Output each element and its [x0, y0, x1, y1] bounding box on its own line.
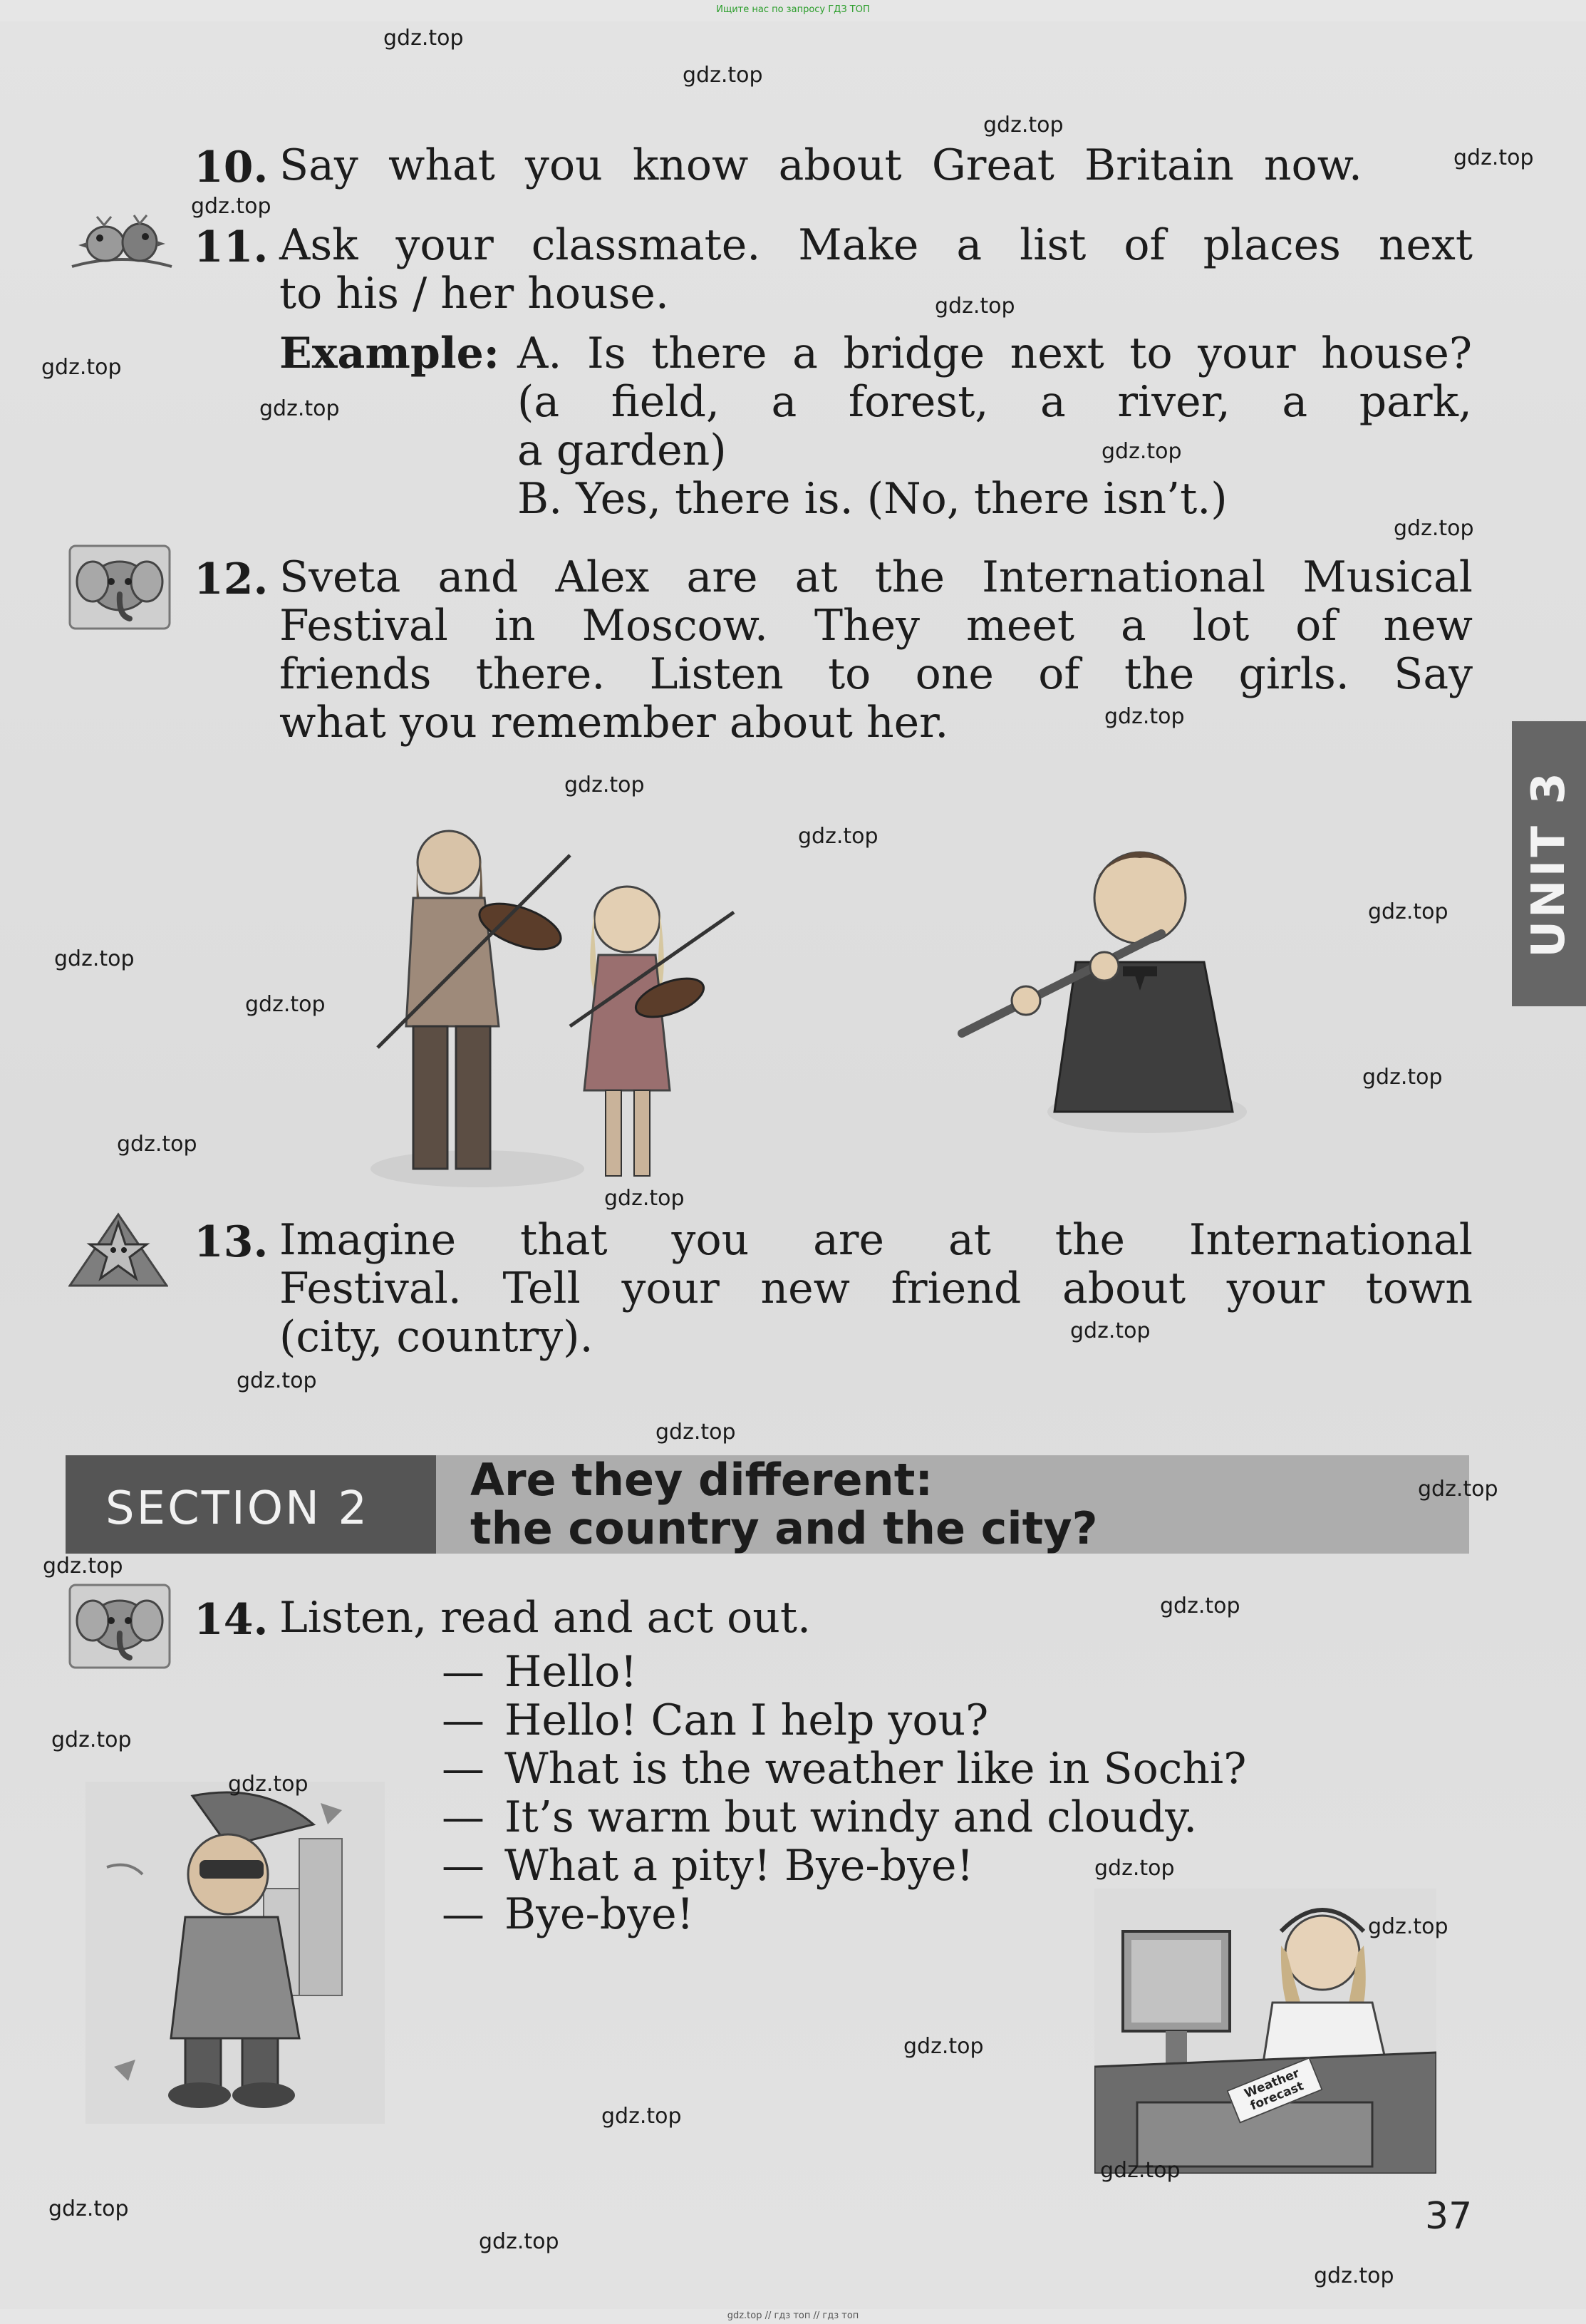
- watermark: gdz.top: [259, 396, 340, 421]
- watermark: gdz.top: [48, 2196, 129, 2221]
- watermark: gdz.top: [604, 1186, 685, 1211]
- elephant-icon: [68, 1584, 171, 1672]
- weather-forecast-sign: Weather forecast: [1226, 2057, 1323, 2124]
- watermark: gdz.top: [54, 946, 135, 971]
- dialog-line: — Bye-bye!: [442, 1889, 694, 1939]
- watermark: gdz.top: [601, 2104, 682, 2129]
- dialog-line: — Hello!: [442, 1647, 638, 1697]
- watermark: gdz.top: [43, 1554, 123, 1579]
- watermark: gdz.top: [1394, 516, 1474, 541]
- watermark: gdz.top: [1094, 1856, 1175, 1881]
- watermark: gdz.top: [1368, 899, 1448, 924]
- watermark: gdz.top: [1314, 2263, 1394, 2288]
- exercise-13-number: 13.: [194, 1217, 269, 1267]
- watermark: gdz.top: [655, 1420, 736, 1445]
- section-title-line-2: the country and the city?: [470, 1502, 1098, 1554]
- exercise-13-line-3: (city, country).: [279, 1312, 594, 1362]
- watermark: gdz.top: [1368, 1914, 1448, 1939]
- exercise-10-number: 10.: [194, 143, 269, 192]
- watermark: gdz.top: [798, 824, 878, 849]
- example-b-line: B. Yes, there is. (No, there isn’t.): [517, 474, 1228, 524]
- watermark: gdz.top: [1418, 1477, 1498, 1502]
- flute-boy-illustration: [948, 827, 1290, 1143]
- exercise-10-text: Say what you know about Great Britain now.: [279, 140, 1362, 190]
- watermark: gdz.top: [237, 1368, 317, 1393]
- star-icon: [68, 1207, 168, 1296]
- unit-label: UNIT 3: [1523, 770, 1575, 958]
- watermark: gdz.top: [117, 1132, 197, 1157]
- watermark: gdz.top: [1100, 2158, 1181, 2183]
- exercise-14-text: Listen, read and act out.: [279, 1593, 812, 1643]
- watermark: gdz.top: [228, 1772, 309, 1797]
- example-label: Example:: [279, 329, 499, 378]
- violinists-illustration: [335, 812, 777, 1200]
- watermark: gdz.top: [903, 2034, 984, 2059]
- exercise-13-line-1: Imagine that you are at the International: [279, 1215, 1473, 1265]
- watermark: gdz.top: [245, 992, 326, 1017]
- exercise-14-number: 14.: [194, 1595, 269, 1645]
- watermark: gdz.top: [479, 2229, 559, 2254]
- exercise-12-line-2: Festival in Moscow. They meet a lot of new: [279, 601, 1473, 651]
- elephant-icon: [68, 544, 171, 633]
- watermark: gdz.top: [983, 113, 1064, 138]
- watermark: gdz.top: [1104, 704, 1185, 729]
- header-link[interactable]: Ищите нас по запросу ГДЗ ТОП: [716, 4, 870, 15]
- exercise-12-number: 12.: [194, 554, 269, 604]
- watermark: gdz.top: [383, 26, 464, 51]
- example-a-line-1: A. Is there a bridge next to your house?: [517, 329, 1472, 378]
- page-number: 37: [1425, 2195, 1473, 2238]
- section-title-line-1: Are they different:: [470, 1454, 933, 1506]
- watermark: gdz.top: [1070, 1318, 1151, 1343]
- exercise-11-line-1: Ask your classmate. Make a list of places next: [279, 220, 1473, 270]
- gnome-in-wind-illustration: [85, 1782, 385, 2127]
- dialog-line: — What a pity! Bye-bye!: [442, 1841, 974, 1891]
- watermark: gdz.top: [51, 1727, 132, 1752]
- watermark: gdz.top: [1453, 145, 1534, 170]
- dialog-line: — Hello! Can I help you?: [442, 1695, 989, 1745]
- example-a-line-3: a garden): [517, 425, 727, 475]
- exercise-11-line-2: to his / her house.: [279, 269, 669, 319]
- two-birds-icon: [68, 210, 175, 284]
- section-title: [470, 1455, 1098, 1553]
- watermark: gdz.top: [1362, 1065, 1443, 1090]
- watermark: gdz.top: [41, 355, 122, 380]
- exercise-11-number: 11.: [194, 222, 269, 272]
- footer-link[interactable]: gdz.top // гдз топ // гдз топ: [727, 2310, 859, 2321]
- watermark: gdz.top: [191, 194, 271, 219]
- watermark: gdz.top: [935, 294, 1015, 319]
- watermark: gdz.top: [1160, 1594, 1240, 1618]
- section-label: SECTION 2: [105, 1482, 370, 1535]
- dialog-line: — What is the weather like in Sochi?: [442, 1744, 1247, 1794]
- example-a-line-2: (a field, a forest, a river, a park,: [517, 377, 1472, 427]
- watermark: gdz.top: [1102, 439, 1182, 464]
- watermark: gdz.top: [683, 63, 763, 88]
- exercise-12-line-4: what you remember about her.: [279, 698, 949, 748]
- dialog-line: — It’s warm but windy and cloudy.: [442, 1792, 1198, 1842]
- watermark: gdz.top: [564, 773, 645, 797]
- exercise-13-line-2: Festival. Tell your new friend about your town: [279, 1264, 1473, 1313]
- exercise-12-line-1: Sveta and Alex are at the International Musical: [279, 552, 1473, 602]
- exercise-12-line-3: friends there. Listen to one of the girls. Say: [279, 649, 1473, 699]
